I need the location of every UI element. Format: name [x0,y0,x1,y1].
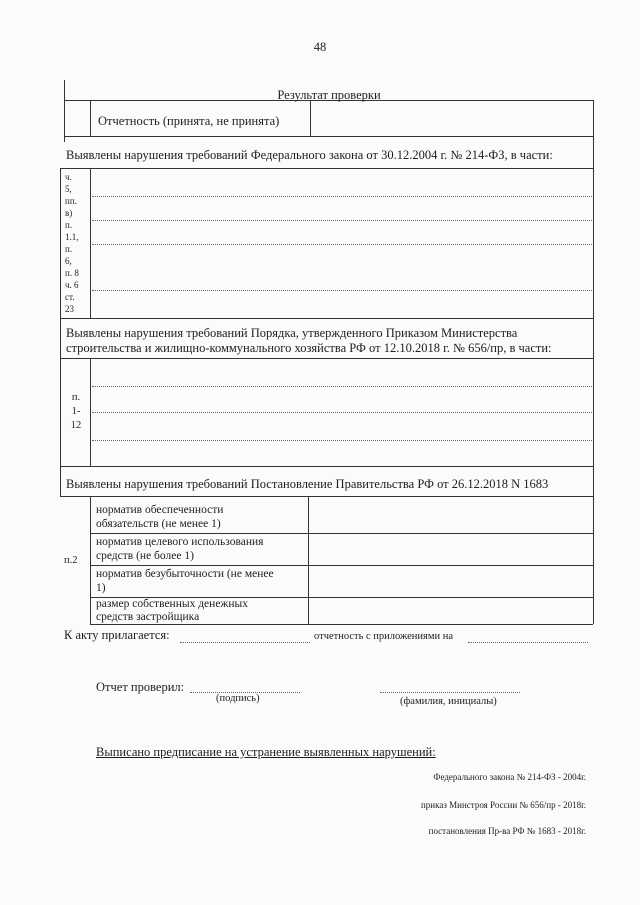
norm-item-3-line2: 1) [96,582,106,594]
section-1683-ref-divider [90,496,91,624]
ref-214fz-2: пп. [65,196,77,206]
ref-214fz-10: ст. [65,292,75,302]
fill-line [92,386,592,387]
prescription-line-1: Федерального закона № 214-ФЗ - 2004г. [433,772,586,782]
section-656-heading-line1: Выявлены нарушения требований Порядка, утвержденного Приказом Министерства [66,326,518,340]
fill-line [92,244,592,245]
signature-label: Отчет проверил: [96,680,185,694]
ref-214fz-8: п. 8 [65,268,79,278]
ref-214fz-3: в) [65,208,73,218]
section-656-top [60,358,594,359]
section-1683-mid [308,496,309,624]
fill-line [180,642,310,643]
section-656-right [593,318,594,496]
ref-214fz-0: ч. [65,172,72,182]
fill-line [92,290,592,291]
attachment-value: отчетность с приложениями на [314,631,454,642]
page-number: 48 [313,40,327,54]
section-214fz-bottom [60,318,594,319]
norm-item-1-line1: норматив обеспеченности [96,504,224,516]
name-caption: (фамилия, инициалы) [400,696,497,707]
section-656-left [60,318,61,496]
reporting-label: Отчетность (принята, не принята) [98,114,280,128]
prescription-line-2: приказ Минстроя России № 656/пр - 2018г. [420,800,586,810]
attachment-label: К акту прилагается: [64,628,170,642]
section-1683-heading-bottom [60,496,594,497]
norm-item-2-line1: норматив целевого использования [96,536,264,548]
fill-line [92,220,592,221]
norm-row-divider [90,533,593,534]
result-left-border [64,80,65,142]
result-inner-left [90,100,91,136]
result-inner-mid [310,100,311,136]
prescription-line-3: постановления Пр-ва РФ № 1683 - 2018г. [428,826,586,836]
section-1683-bottom [90,624,593,625]
section-214fz-left [60,168,61,318]
section-214fz-heading: Выявлены нарушения требований Федерального закона от 30.12.2004 г. № 214-ФЗ, в части: [66,148,553,162]
ref-214fz-5: 1.1, [65,232,79,242]
result-bottom-border [64,136,594,137]
section-214fz-ref-divider [90,168,91,318]
ref-656-2: 12 [70,420,82,431]
section-656-bottom [60,466,594,467]
ref-214fz-11: 23 [65,304,74,314]
ref-214fz-4: п. [65,220,73,230]
norm-row-divider [90,565,593,566]
ref-656-0: п. [71,392,81,403]
fill-line [92,412,592,413]
norm-item-4-line1: размер собственных денежных [96,598,248,610]
section-1683-right [593,496,594,624]
norm-item-1-line2: обязательств (не менее 1) [96,518,221,530]
fill-line [92,196,592,197]
section-1683-heading: Выявлены нарушения требований Постановление Правительства РФ от 26.12.2018 N 1683 [66,477,549,491]
norm-item-4-line2: средств застройщика [96,611,200,623]
ref-214fz-7: 6, [65,256,72,266]
result-title: Результат проверки [277,88,381,102]
ref-214fz-1: 5, [65,184,72,194]
name-line [380,692,520,693]
norm-item-3-line1: норматив безубыточности (не менее [96,568,274,580]
fill-line [92,440,592,441]
section-656-heading-line2: строительства и жилищно-коммунального хозяйства РФ от 12.10.2018 г. № 656/пр, в части: [66,341,552,355]
signature-caption: (подпись) [216,693,260,704]
ref-214fz-9: ч. 6 [65,280,79,290]
fill-line [468,642,588,643]
ref-656-1: 1- [71,406,81,417]
section-214fz-right [593,142,594,318]
ref-1683: п.2 [64,555,78,566]
norm-item-2-line2: средств (не более 1) [96,550,194,562]
section-656-ref-divider [90,358,91,466]
ref-214fz-6: п. [65,244,73,254]
section-214fz-top [60,168,594,169]
prescription-heading: Выписано предписание на устранение выявленных нарушений: [96,745,436,759]
